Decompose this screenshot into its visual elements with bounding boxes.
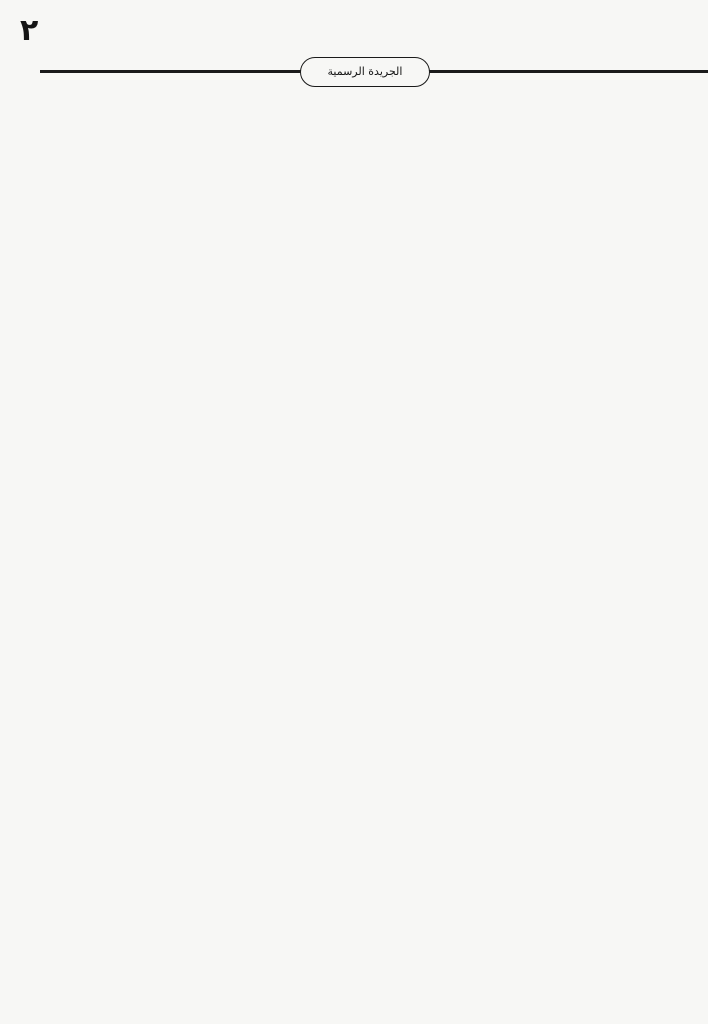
publication-badge: الجريدة الرسمية — [300, 57, 430, 87]
page-number: ٢ — [20, 13, 39, 48]
